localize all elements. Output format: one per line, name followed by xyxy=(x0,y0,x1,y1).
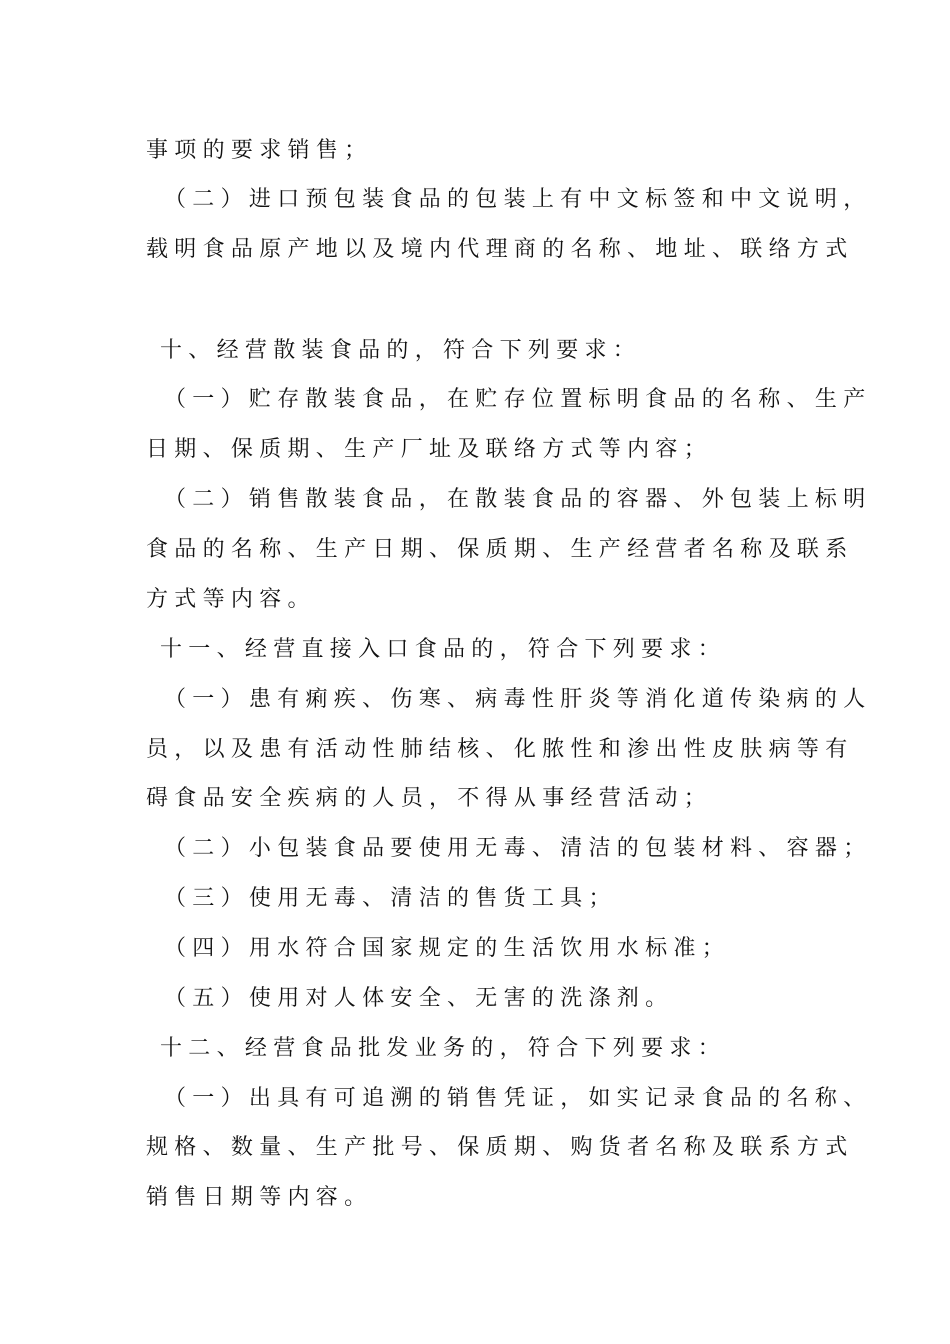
text-line: 食品的名称、生产日期、保质期、生产经营者名称及联系 xyxy=(146,537,854,562)
text-line: 碍食品安全疾病的人员，不得从事经营活动； xyxy=(146,786,713,811)
text-line: （五）使用对人体安全、无害的洗涤剂。 xyxy=(164,986,674,1011)
text-line: 规格、数量、生产批号、保质期、购货者名称及联系方式 xyxy=(146,1135,854,1160)
section-heading: 十、经营散装食品的，符合下列要求： xyxy=(160,338,642,363)
text-line: （一）贮存散装食品，在贮存位置标明食品的名称、生产 xyxy=(164,387,872,412)
text-line: （二）进口预包装食品的包装上有中文标签和中文说明， xyxy=(164,187,872,212)
section-heading: 十二、经营食品批发业务的，符合下列要求： xyxy=(160,1036,727,1061)
text-line: （二）销售散装食品，在散装食品的容器、外包装上标明 xyxy=(164,487,872,512)
text-line: 员，以及患有活动性肺结核、化脓性和渗出性皮肤病等有 xyxy=(146,737,854,762)
text-line: 方式等内容。 xyxy=(146,587,316,612)
text-line: （一）出具有可追溯的销售凭证，如实记录食品的名称、 xyxy=(164,1086,872,1111)
section-heading: 十一、经营直接入口食品的，符合下列要求： xyxy=(160,637,727,662)
text-line: 日期、保质期、生产厂址及联络方式等内容； xyxy=(146,437,713,462)
text-line: （一）患有痢疾、伤寒、病毒性肝炎等消化道传染病的人 xyxy=(164,687,872,712)
text-line: （二）小包装食品要使用无毒、清洁的包装材料、容器； xyxy=(164,836,872,861)
text-line: （四）用水符合国家规定的生活饮用水标准； xyxy=(164,936,731,961)
text-line: 销售日期等内容。 xyxy=(146,1185,373,1210)
text-line: 事项的要求销售； xyxy=(146,138,373,163)
text-line: 载明食品原产地以及境内代理商的名称、地址、联络方式 xyxy=(146,237,854,262)
text-line: （三）使用无毒、清洁的售货工具； xyxy=(164,886,617,911)
